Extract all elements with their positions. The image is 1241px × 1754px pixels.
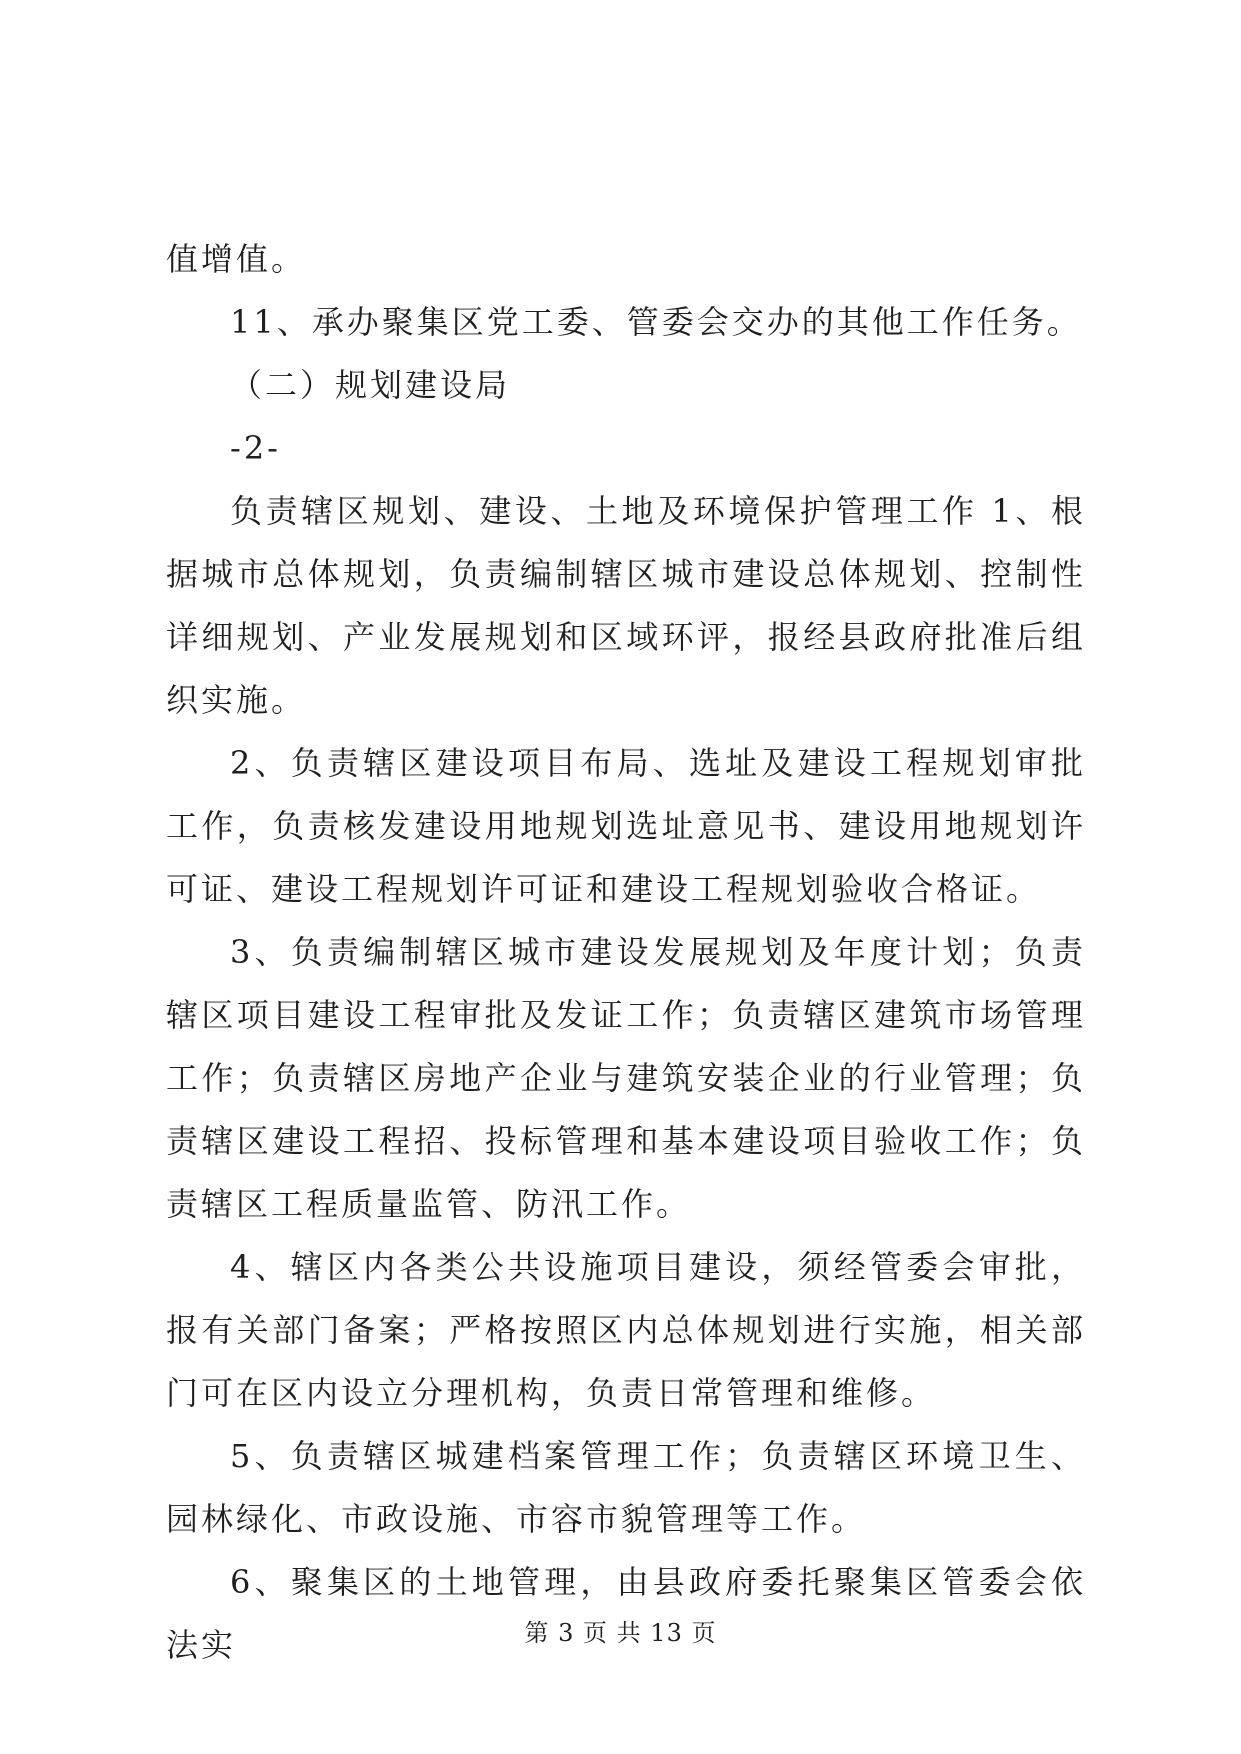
paragraph: 2、负责辖区建设项目布局、选址及建设工程规划审批工作，负责核发建设用地规划选址意见书、建设用地规划许可证、建设工程规划许可证和建设工程规划验收合格证。 — [166, 744, 1086, 908]
page-marker: -2- — [230, 429, 281, 467]
paragraph: 6、聚集区的土地管理，由县政府委托聚集区管委会依法实 — [166, 1563, 1086, 1664]
paragraph: 3、负责编制辖区城市建设发展规划及年度计划；负责辖区项目建设工程审批及发证工作；负责辖区建筑市场管理工作；负责辖区房地产企业与建筑安装企业的行业管理；负责辖区建设工程招、投标管理和基本建设项目验收工作；负责辖区工程质量监管、防汛工作。 — [166, 933, 1086, 1223]
paragraph: 5、负责辖区城建档案管理工作；负责辖区环境卫生、园林绿化、市政设施、市容市貌管理等工作。 — [166, 1437, 1086, 1538]
document-body — [166, 228, 1086, 1677]
section-heading: （二）规划建设局 — [230, 366, 511, 404]
page-footer: 第 3 页 共 13 页 — [524, 1619, 717, 1647]
paragraph: 负责辖区规划、建设、土地及环境保护管理工作 1、根据城市总体规划，负责编制辖区城市建设总体规划、控制性详细规划、产业发展规划和区域环评，报经县政府批准后组织实施。 — [166, 492, 1086, 719]
paragraph: 11、承办聚集区党工委、管委会交办的其他工作任务。 — [230, 303, 1082, 341]
paragraph: 4、辖区内各类公共设施项目建设，须经管委会审批，报有关部门备案；严格按照区内总体规划进行实施，相关部门可在区内设立分理机构，负责日常管理和维修。 — [166, 1248, 1086, 1412]
paragraph: 值增值。 — [166, 240, 307, 278]
